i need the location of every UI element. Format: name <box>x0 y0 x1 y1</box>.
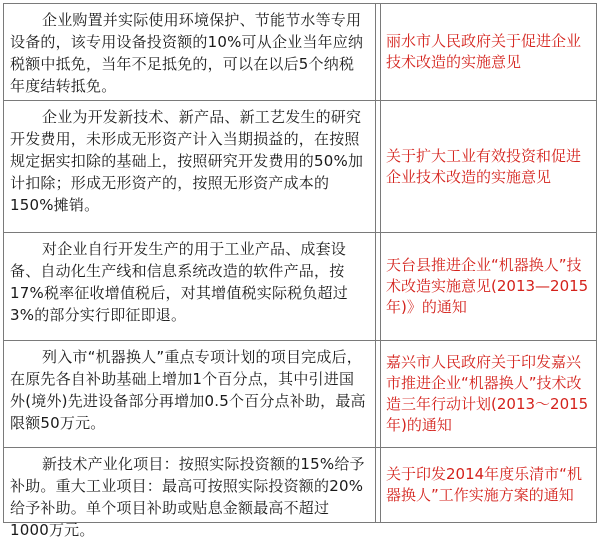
measure-text: 企业为开发新技术、新产品、新工艺发生的研究开发费用，未形成无形资产计入当期损益的，在按照规定据实扣除的基础上，按照研究开发费用的50%加计扣除；形成无形资产的，按照无形资产成本的150%摊销。 <box>10 108 364 214</box>
measure-cell <box>4 448 376 539</box>
source-link[interactable]: 丽水市人民政府关于促进企业技术改造的实施意见 <box>386 32 582 71</box>
measure-text: 新技术产业化项目：按照实际投资额的15%给予补助。重大工业项目：最高可按照实际投资额的20%给予补助。单个项目补助或贴息金额最高不超过1000万元。 <box>10 455 365 539</box>
measure-cell <box>4 341 376 447</box>
table-row <box>4 448 596 539</box>
measure-text: 列入市“机器换人”重点专项计划的项目完成后，在原先各自补助基础上增加1个百分点，其中引进国外(境外)先进设备部分再增加0.5个百分点补助，最高限额50万元。 <box>10 348 366 432</box>
table-row <box>4 233 596 341</box>
source-link[interactable]: 嘉兴市人民政府关于印发嘉兴市推进企业“机器换人”技术改造三年行动计划(2013～2015年)的通知 <box>386 353 589 434</box>
source-cell <box>380 4 596 100</box>
source-cell <box>380 101 596 232</box>
measure-text: 对企业自行开发生产的用于工业产品、成套设备、自动化生产线和信息系统改造的软件产品，按17%税率征收增值税后，对其增值税实际税负超过3%的部分实行即征即退。 <box>10 240 348 324</box>
source-cell <box>380 233 596 340</box>
table-row <box>4 4 596 101</box>
source-link[interactable]: 天台县推进企业“机器换人”技术改造实施意见(2013—2015年)》的通知 <box>386 256 589 316</box>
table-row <box>4 341 596 448</box>
policy-table <box>3 3 597 539</box>
source-cell <box>380 448 596 522</box>
source-link[interactable]: 关于印发2014年度乐清市“机器换人”工作实施方案的通知 <box>386 465 582 504</box>
table-row <box>4 101 596 233</box>
measure-text: 企业购置并实际使用环境保护、节能节水等专用设备的，该专用设备投资额的10%可从企业当年应纳税额中抵免，当年不足抵免的，可以在以后5个纳税年度结转抵免。 <box>10 11 364 95</box>
measure-cell <box>4 101 376 232</box>
source-cell <box>380 341 596 447</box>
measure-cell <box>4 4 376 100</box>
measure-cell <box>4 233 376 340</box>
source-link[interactable]: 关于扩大工业有效投资和促进企业技术改造的实施意见 <box>386 146 582 186</box>
